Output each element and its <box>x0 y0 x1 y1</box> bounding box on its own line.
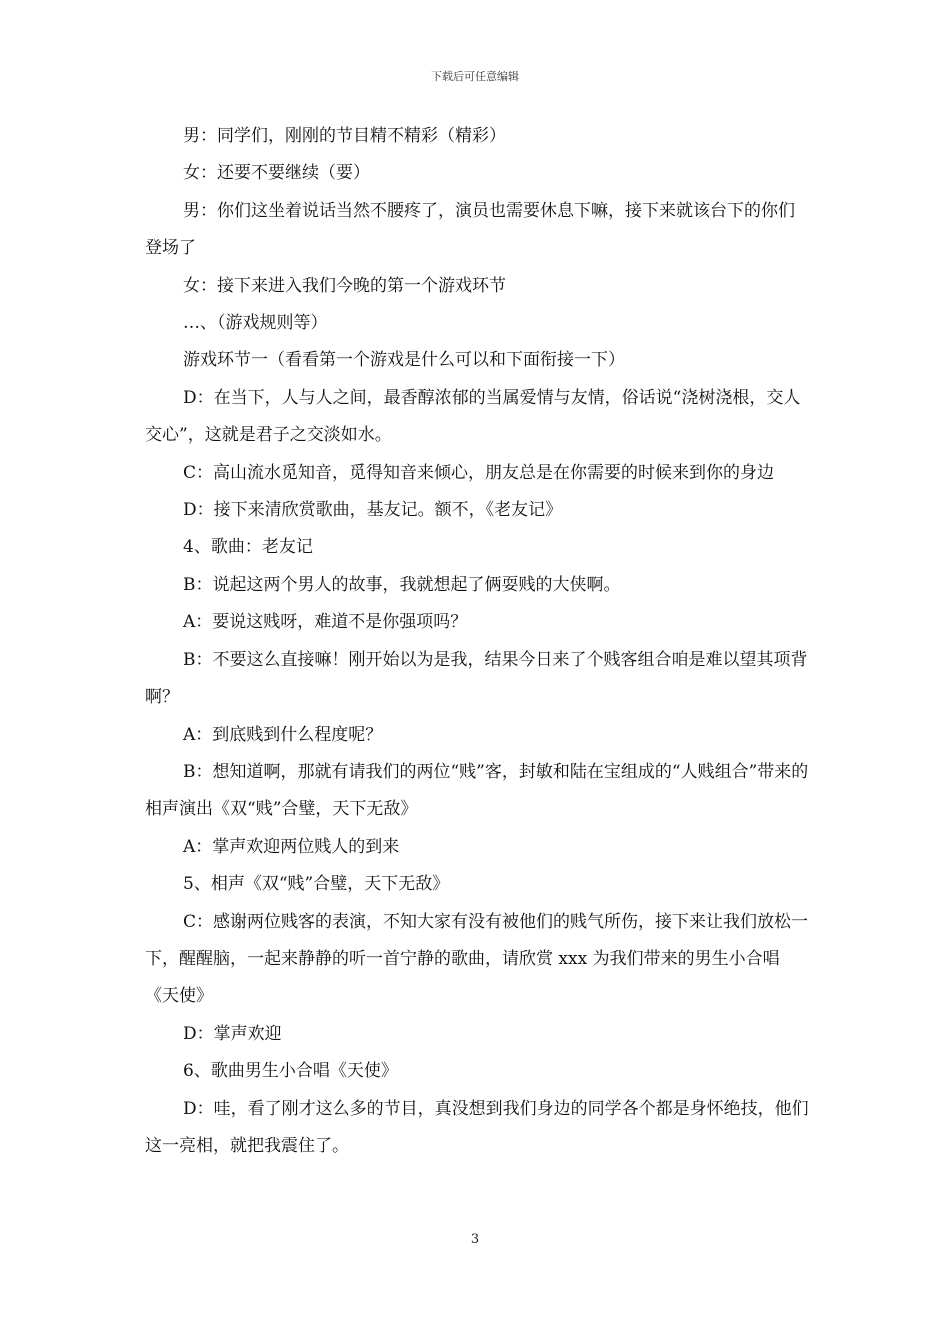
paragraph: 男：同学们，刚刚的节目精不精彩（精彩） <box>183 126 506 146</box>
page-number: 3 <box>470 1232 480 1247</box>
script-body <box>145 118 810 1165</box>
paragraph: A：要说这贱呀，难道不是你强项吗？ <box>183 612 468 633</box>
page-header: 下载后可任意编辑 <box>431 70 519 83</box>
paragraph: A：到底贱到什么程度呢？ <box>183 724 383 745</box>
paragraph: 女：还要不要继续（要） <box>183 163 370 184</box>
paragraph: B：说起这两个男人的故事，我就想起了俩耍贱的大侠啊。 <box>183 574 621 595</box>
paragraph: A：掌声欢迎两位贱人的到来 <box>183 836 400 857</box>
paragraph: 女：接下来进入我们今晚的第一个游戏环节 <box>183 275 506 296</box>
paragraph: C：感谢两位贱客的表演，不知大家有没有被他们的贱气所伤，接下来让我们放松一下，醒醒脑，一起来静静的听一首宁静的歌曲，请欣赏 xxx 为我们带来的男生小合唱《天使》 <box>145 911 809 1007</box>
paragraph: 5、相声《双“贱”合璧，天下无敌》 <box>183 874 450 895</box>
paragraph: D：哇，看了刚才这么多的节目，真没想到我们身边的同学各个都是身怀绝技，他们这一亮相，就把我震住了。 <box>145 1098 809 1156</box>
paragraph: …、（游戏规则等） <box>183 313 328 334</box>
paragraph: 6、歌曲男生小合唱《天使》 <box>183 1061 398 1082</box>
paragraph: 游戏环节一（看看第一个游戏是什么可以和下面衔接一下） <box>183 350 625 371</box>
paragraph: D：接下来清欣赏歌曲，基友记。额不，《老友记》 <box>183 500 563 521</box>
paragraph: D：掌声欢迎 <box>183 1023 282 1044</box>
paragraph: B：想知道啊，那就有请我们的两位“贱”客，封敏和陆在宝组成的“人贱组合”带来的相声演出《双“贱”合璧，天下无敌》 <box>145 761 809 820</box>
paragraph: 男：你们这坐着说话当然不腰疼了，演员也需要休息下嘛，接下来就该台下的你们登场了 <box>145 200 795 259</box>
paragraph: B：不要这么直接嘛！刚开始以为是我，结果今日来了个贱客组合咱是难以望其项背啊？ <box>145 649 808 708</box>
paragraph: 4、歌曲：老友记 <box>183 537 313 558</box>
paragraph: D：在当下，人与人之间，最香醇浓郁的当属爱情与友情，俗话说“浇树浇根，交人交心”，这就是君子之交淡如水。 <box>145 387 801 446</box>
paragraph: C：高山流水觅知音，觅得知音来倾心，朋友总是在你需要的时候来到你的身边 <box>183 462 775 483</box>
